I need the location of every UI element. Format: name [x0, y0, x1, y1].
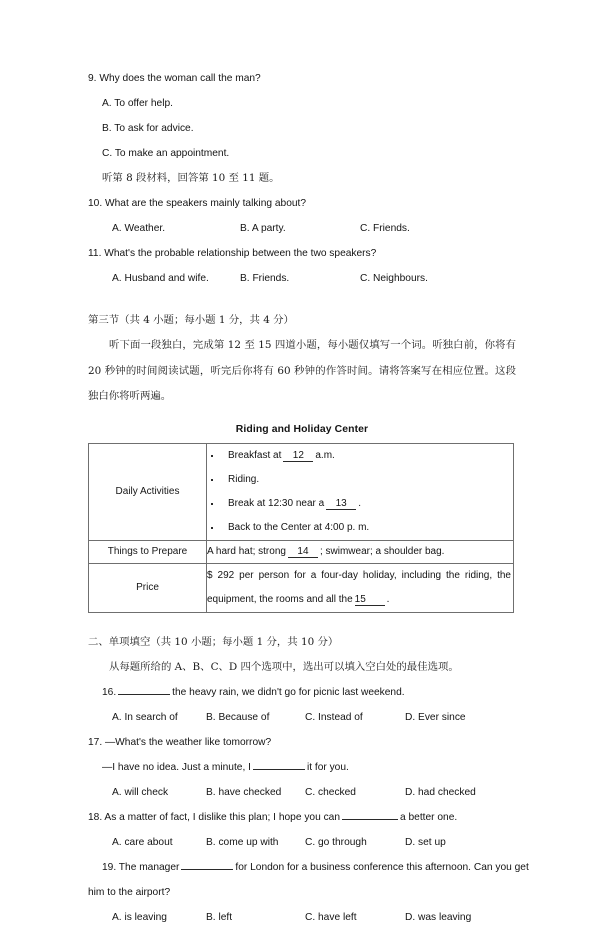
question-18-options [88, 830, 516, 855]
question-18-stem [88, 805, 516, 830]
question-10-option-b[interactable]: B. A party. [240, 223, 286, 234]
spacer [88, 410, 516, 421]
table-row-label-things-to-prepare: Things to Prepare [89, 540, 207, 563]
price-text [207, 564, 513, 612]
question-16-stem [88, 680, 516, 705]
question-16-number: 16. [102, 686, 117, 698]
spacer [88, 291, 516, 308]
section-mcq-instruction: 从每题所给的 A、B、C、D 四个选项中，选出可以填入空白处的最佳选项。 [109, 660, 459, 673]
question-17-options [88, 780, 516, 805]
question-19-option-a[interactable]: A. is leaving [112, 911, 167, 923]
price-text-before: $ 292 per person for a four-day holiday, including the riding, the equipment, the rooms and all the [207, 569, 511, 605]
section-3-heading: 第三节（共 4 小题；每小题 1 分，共 4 分） [88, 314, 294, 326]
question-16-options [88, 705, 516, 730]
question-11-stem: 11. What's the probable relationship between the two speakers? [88, 248, 377, 259]
question-19-text: for London for a business conference this afternoon. Can you get [235, 861, 529, 873]
question-17-stem-line1: 17. —What's the weather like tomorrow? [88, 736, 272, 748]
question-19-options [88, 905, 516, 930]
table-row-label-daily-activities: Daily Activities [89, 443, 207, 540]
question-9-option-a[interactable]: A. To offer help. [102, 98, 173, 109]
question-16-text: the heavy rain, we didn't go for picnic last weekend. [172, 686, 405, 698]
question-19-stem-line2: him to the airport? [88, 886, 171, 898]
question-18-text-before: 18. As a matter of fact, I dislike this plan; I hope you can [88, 811, 340, 823]
answer-blank-13[interactable]: 13 [326, 498, 356, 510]
question-11-options [88, 266, 516, 291]
price-text-after: . [386, 593, 390, 605]
table-row-body-things-to-prepare [207, 540, 514, 563]
answer-blank-15[interactable]: 15 [355, 594, 385, 606]
document-content [88, 66, 529, 930]
section-mcq-heading: 二、单项填空（共 10 小题；每小题 1 分，共 10 分） [88, 635, 339, 648]
question-18-option-d[interactable]: D. set up [405, 836, 446, 848]
question-9-stem: 9. Why does the woman call the man? [88, 73, 261, 84]
table-row [89, 443, 514, 540]
riding-holiday-center-table [88, 443, 514, 613]
question-10-options [88, 216, 516, 241]
question-17-stem-line2 [88, 755, 516, 780]
listening-material-note: 听第 8 段材料，回答第 10 至 11 题。 [102, 172, 280, 184]
question-16-option-c[interactable]: C. Instead of [305, 711, 363, 723]
answer-blank-17[interactable] [253, 761, 305, 770]
question-17-option-c[interactable]: C. checked [305, 786, 356, 798]
question-19-option-c[interactable]: C. have left [305, 911, 357, 923]
question-18-option-b[interactable]: B. come up with [206, 836, 279, 848]
table-row-body-price [207, 563, 514, 612]
question-18-option-c[interactable]: C. go through [305, 836, 367, 848]
table-row [89, 540, 514, 563]
question-17-text-before: —I have no idea. Just a minute, I [102, 761, 251, 773]
list-item [207, 444, 513, 468]
question-10-stem: 10. What are the speakers mainly talking about? [88, 198, 307, 209]
answer-blank-14[interactable]: 14 [288, 546, 318, 558]
question-10-option-c[interactable]: C. Friends. [360, 223, 410, 234]
question-18-text-after: a better one. [400, 811, 458, 823]
question-17-text-after: it for you. [306, 761, 349, 773]
question-17-option-d[interactable]: D. had checked [405, 786, 476, 798]
question-11-option-a[interactable]: A. Husband and wife. [112, 273, 209, 284]
question-11-option-b[interactable]: B. Friends. [240, 273, 290, 284]
question-19-option-d[interactable]: D. was leaving [405, 911, 472, 923]
things-to-prepare-text [207, 541, 513, 563]
activity-text-after: . [358, 497, 361, 509]
question-16-option-a[interactable]: A. In search of [112, 711, 178, 723]
answer-blank-19[interactable] [181, 861, 233, 870]
table-row [89, 563, 514, 612]
question-16-option-b[interactable]: B. Because of [206, 711, 270, 723]
question-17-option-a[interactable]: A. will check [112, 786, 169, 798]
table-title: Riding and Holiday Center [235, 423, 369, 435]
list-item [207, 492, 513, 516]
activity-text-before: Breakfast at [228, 449, 282, 461]
question-19-option-b[interactable]: B. left [206, 911, 233, 923]
list-item [207, 516, 513, 540]
question-11-option-c[interactable]: C. Neighbours. [360, 273, 428, 284]
answer-blank-16[interactable] [118, 686, 170, 695]
activity-text-before: Break at 12:30 near a [228, 497, 325, 509]
question-19-number: 19. The manager [102, 861, 180, 873]
section-3-instruction: 听下面一段独白，完成第 12 至 15 四道小题，每小题仅填写一个词。听独白前，你将有 20 秒钟的时间阅读试题，听完后你将有 60 秒钟的作答时间。请将答案写在相应位置。这段独白你将听两遍。 [88, 339, 516, 402]
activity-text-before: Back to the Center at 4:00 p. m. [228, 521, 370, 533]
table-row-body-daily-activities [207, 443, 514, 540]
list-item [207, 468, 513, 492]
activity-text-before: Riding. [228, 473, 260, 485]
spacer [88, 613, 516, 630]
answer-blank-12[interactable]: 12 [283, 450, 313, 462]
question-19-stem-line1 [88, 855, 529, 880]
question-10-option-a[interactable]: A. Weather. [112, 223, 166, 234]
prep-text-after: ; swimwear; a shoulder bag. [319, 545, 445, 557]
activity-text-after: a.m. [315, 449, 335, 461]
answer-blank-18[interactable] [342, 811, 398, 820]
daily-activities-list [207, 444, 513, 540]
question-9-option-b[interactable]: B. To ask for advice. [102, 123, 194, 134]
question-16-option-d[interactable]: D. Ever since [405, 711, 466, 723]
question-18-option-a[interactable]: A. care about [112, 836, 173, 848]
table-row-label-price: Price [89, 563, 207, 612]
question-17-option-b[interactable]: B. have checked [206, 786, 282, 798]
prep-text-before: A hard hat; strong [207, 545, 286, 557]
question-9-option-c[interactable]: C. To make an appointment. [102, 148, 230, 159]
